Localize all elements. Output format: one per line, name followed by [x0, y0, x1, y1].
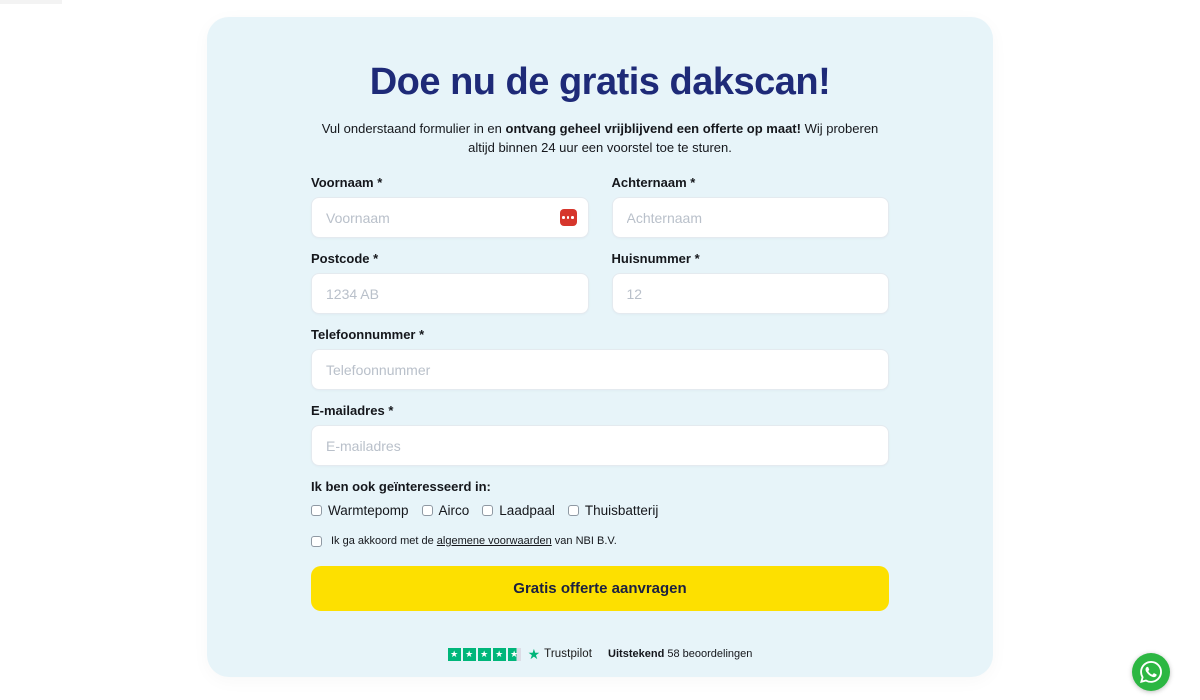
interest-label-airco: Airco: [438, 503, 470, 518]
huisnummer-label: Huisnummer *: [611, 251, 700, 266]
interest-checkbox-thuisbatterij[interactable]: [568, 505, 579, 516]
field-group-huisnummer: [612, 251, 890, 314]
voornaam-label: Voornaam *: [311, 175, 383, 190]
postcode-label: Postcode *: [311, 251, 379, 266]
trustpilot-logo-star-icon: ★: [527, 646, 541, 662]
dakscan-form-card: [207, 17, 993, 677]
postcode-input[interactable]: [311, 273, 589, 314]
interest-option-thuisbatterij[interactable]: [568, 503, 659, 518]
interest-label-laadpaal: Laadpaal: [499, 503, 555, 518]
field-group-voornaam: [311, 175, 589, 238]
huisnummer-input[interactable]: [612, 273, 890, 314]
whatsapp-icon: [1140, 661, 1162, 683]
emailadres-label: E-mailadres *: [311, 403, 394, 418]
interest-option-airco[interactable]: [422, 503, 470, 518]
trustpilot-brand-name: Trustpilot: [544, 648, 593, 660]
dakscan-form: [311, 175, 889, 611]
intro-text-post: Wij proberen altijd binnen 24 uur een voorstel toe te sturen.: [468, 121, 879, 155]
intro-text-pre: Vul onderstaand formulier in en: [321, 121, 506, 136]
emailadres-input[interactable]: [311, 425, 889, 466]
terms-checkbox[interactable]: [311, 536, 322, 547]
intro-text-bold: ontvang geheel vrijblijvend een offerte op maat!: [505, 121, 801, 136]
browser-artifact: [0, 0, 62, 4]
trustpilot-rating: [448, 647, 592, 661]
trustpilot-logo: [528, 647, 592, 661]
interests-options: [311, 503, 889, 518]
terms-row: [311, 535, 889, 547]
trustpilot-stars: [448, 648, 521, 661]
password-manager-autofill-icon[interactable]: [560, 209, 577, 226]
terms-text: [331, 535, 617, 547]
whatsapp-button[interactable]: [1132, 653, 1170, 691]
trustpilot-star-icon: ★: [478, 648, 491, 661]
interest-label-thuisbatterij: Thuisbatterij: [584, 503, 659, 518]
interest-option-warmtepomp[interactable]: [311, 503, 409, 518]
field-group-postcode: [311, 251, 589, 314]
submit-button[interactable]: Gratis offerte aanvragen: [311, 566, 889, 611]
achternaam-input[interactable]: [612, 197, 890, 238]
page-title: Doe nu de gratis dakscan!: [369, 61, 831, 103]
voornaam-input[interactable]: [311, 197, 589, 238]
interest-checkbox-airco[interactable]: [422, 505, 433, 516]
form-intro-text: [311, 119, 889, 157]
achternaam-label: Achternaam *: [611, 175, 696, 190]
trustpilot-widget[interactable]: [311, 647, 889, 661]
telefoonnummer-input[interactable]: [311, 349, 889, 390]
field-group-telefoonnummer: [311, 327, 889, 390]
terms-link[interactable]: algemene voorwaarden: [436, 535, 552, 547]
trustpilot-score-label: Uitstekend: [608, 648, 665, 660]
interest-label-warmtepomp: Warmtepomp: [328, 503, 409, 518]
interest-checkbox-laadpaal[interactable]: [482, 505, 493, 516]
terms-text-post: van NBI B.V.: [551, 535, 617, 547]
trustpilot-star-icon: ★: [493, 648, 506, 661]
trustpilot-review-count: 58 beoordelingen: [667, 648, 753, 660]
trustpilot-star-icon: ★: [463, 648, 476, 661]
terms-text-pre: Ik ga akkoord met de: [331, 535, 437, 547]
interest-checkbox-warmtepomp[interactable]: [311, 505, 322, 516]
telefoonnummer-label: Telefoonnummer *: [311, 327, 425, 342]
trustpilot-half-star-icon: ★: [508, 648, 521, 661]
interests-label: Ik ben ook geïnteresseerd in:: [311, 479, 491, 494]
interest-option-laadpaal[interactable]: [482, 503, 555, 518]
field-group-emailadres: [311, 403, 889, 466]
trustpilot-summary: [608, 648, 752, 660]
trustpilot-star-icon: ★: [448, 648, 461, 661]
field-group-achternaam: [612, 175, 890, 238]
